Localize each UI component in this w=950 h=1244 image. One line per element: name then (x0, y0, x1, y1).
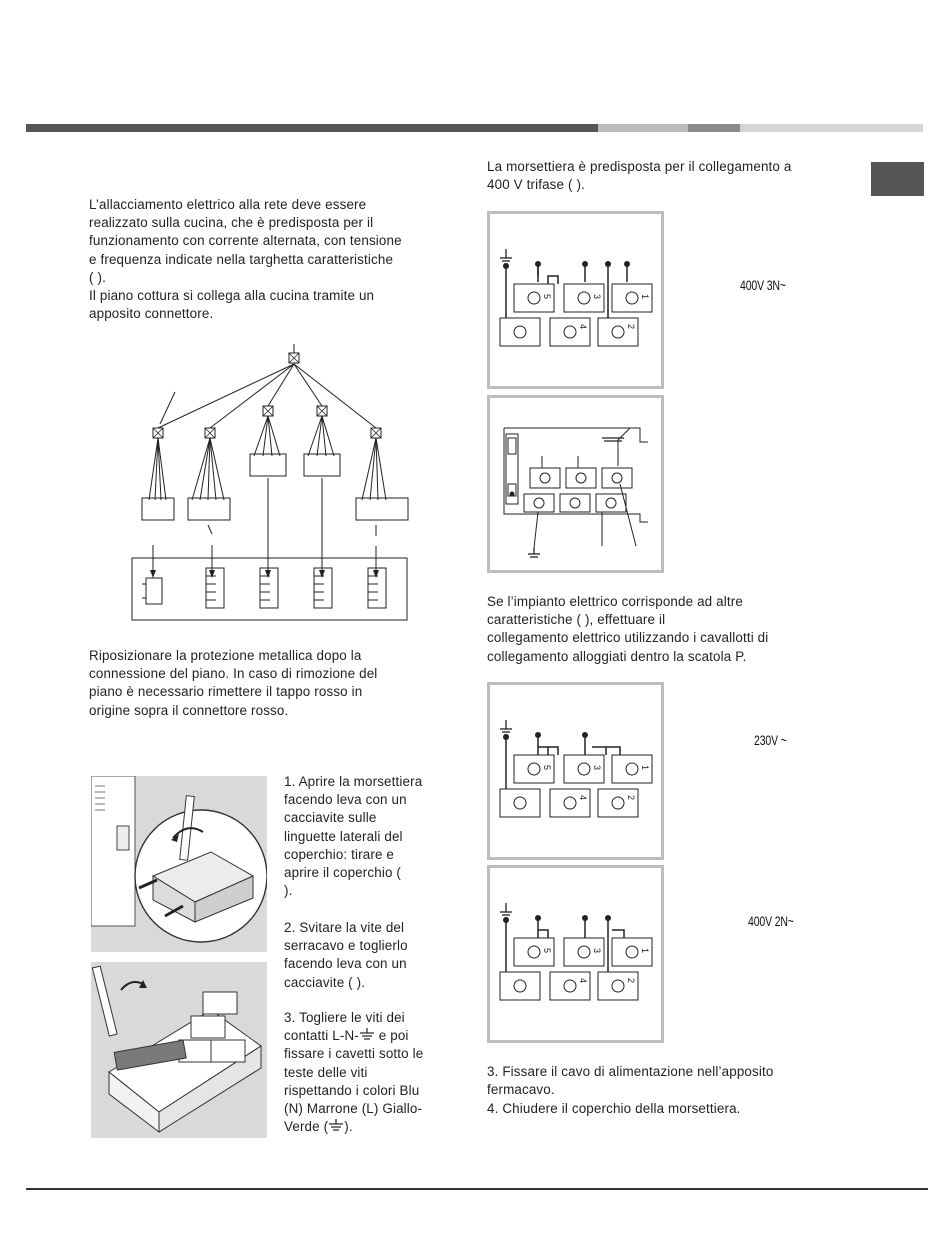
step-3-part-c: ). (344, 1119, 353, 1135)
step-3-part-a: 3. Togliere le viti dei contatti L-N- (284, 1010, 405, 1044)
step-3-text (284, 1009, 444, 1136)
footer-rule (26, 1188, 928, 1190)
reposition-paragraph: Riposizionare la protezione metallica dopo la connessione del piano. In caso di rimozione del piano è necessario rimettere il tappo rosso in origine sopra il connettore rosso. (89, 648, 378, 718)
terminal-number: 4 (578, 324, 588, 330)
panel-terminal-box-detail (487, 395, 664, 573)
voltage-label-400v-2n: 400V 2N~ (748, 913, 794, 929)
terminal-number: 4 (578, 978, 588, 984)
terminal-diagram-400v-3n (490, 214, 661, 386)
ground-icon (328, 1119, 344, 1131)
header-bar-light (598, 124, 688, 132)
terminal-number: 1 (640, 948, 650, 954)
terminal-number: 4 (578, 795, 588, 801)
voltage-label-400v-3n: 400V 3N~ (740, 277, 786, 293)
terminal-number: 3 (592, 948, 602, 954)
panel-400v-3n (487, 211, 664, 389)
panel-230v (487, 682, 664, 860)
step-1-text: 1. Aprire la morsettiera facendo leva con un cacciavite sulle linguette laterali del coperchio: tirare e aprire il coperchio ( ). (284, 774, 423, 899)
terminal-diagram-400v-2n (490, 868, 661, 1040)
figure-cable-clamp (91, 962, 267, 1138)
step-4-right-text: 4. Chiudere il coperchio della morsettiera. (487, 1101, 741, 1116)
terminal-number: 2 (626, 324, 636, 330)
cable-clamp-illustration (91, 962, 267, 1138)
panel-400v-2n (487, 865, 664, 1043)
terminal-number: 1 (640, 294, 650, 300)
terminal-number: 2 (626, 795, 636, 801)
intro-paragraph: L’allacciamento elettrico alla rete deve essere realizzato sulla cucina, che è predisposta per il funzionamento con corrente alternata, con tensione e frequenza indicate nella targhetta caratteristiche ( ). Il piano cottura si collega alla cucina tramite un apposito connettore. (89, 197, 402, 322)
right-intro-paragraph: La morsettiera è predisposta per il collegamento a 400 V trifase ( ). (487, 159, 792, 193)
step-2-text: 2. Svitare la vite del serracavo e toglierlo facendo leva con un cacciavite ( ). (284, 920, 408, 990)
terminal-diagram-230v (490, 685, 661, 857)
terminal-number: 5 (542, 948, 552, 954)
terminal-number: 3 (592, 294, 602, 300)
header-bar-lightest (740, 124, 923, 132)
header-bar-dark (26, 124, 598, 132)
terminal-number: 5 (542, 294, 552, 300)
step-3-part-b: e poi fissare i cavetti sotto le teste delle viti rispettando i colori Blu (N) Marrone (L) Giallo- Verde ( (284, 1028, 424, 1135)
language-tab (871, 162, 924, 196)
terminal-number: 5 (542, 765, 552, 771)
terminal-number: 1 (640, 765, 650, 771)
voltage-label-230v: 230V ~ (754, 732, 787, 748)
header-bar-mid (688, 124, 740, 132)
connector-wiring-diagram (120, 340, 420, 630)
terminal-cover-illustration (91, 776, 267, 952)
terminal-number: 3 (592, 765, 602, 771)
terminal-number: 2 (626, 978, 636, 984)
step-3-right-text: 3. Fissare il cavo di alimentazione nell’apposito fermacavo. (487, 1064, 774, 1098)
figure-open-terminal-cover (91, 776, 267, 952)
terminal-box-detail-diagram (490, 398, 661, 570)
other-characteristics-paragraph: Se l’impianto elettrico corrisponde ad altre caratteristiche ( ), effettuare il collegamento elettrico utilizzando i cavallotti di collegamento alloggiati dentro la scatola P. (487, 594, 769, 664)
ground-icon (359, 1028, 375, 1040)
